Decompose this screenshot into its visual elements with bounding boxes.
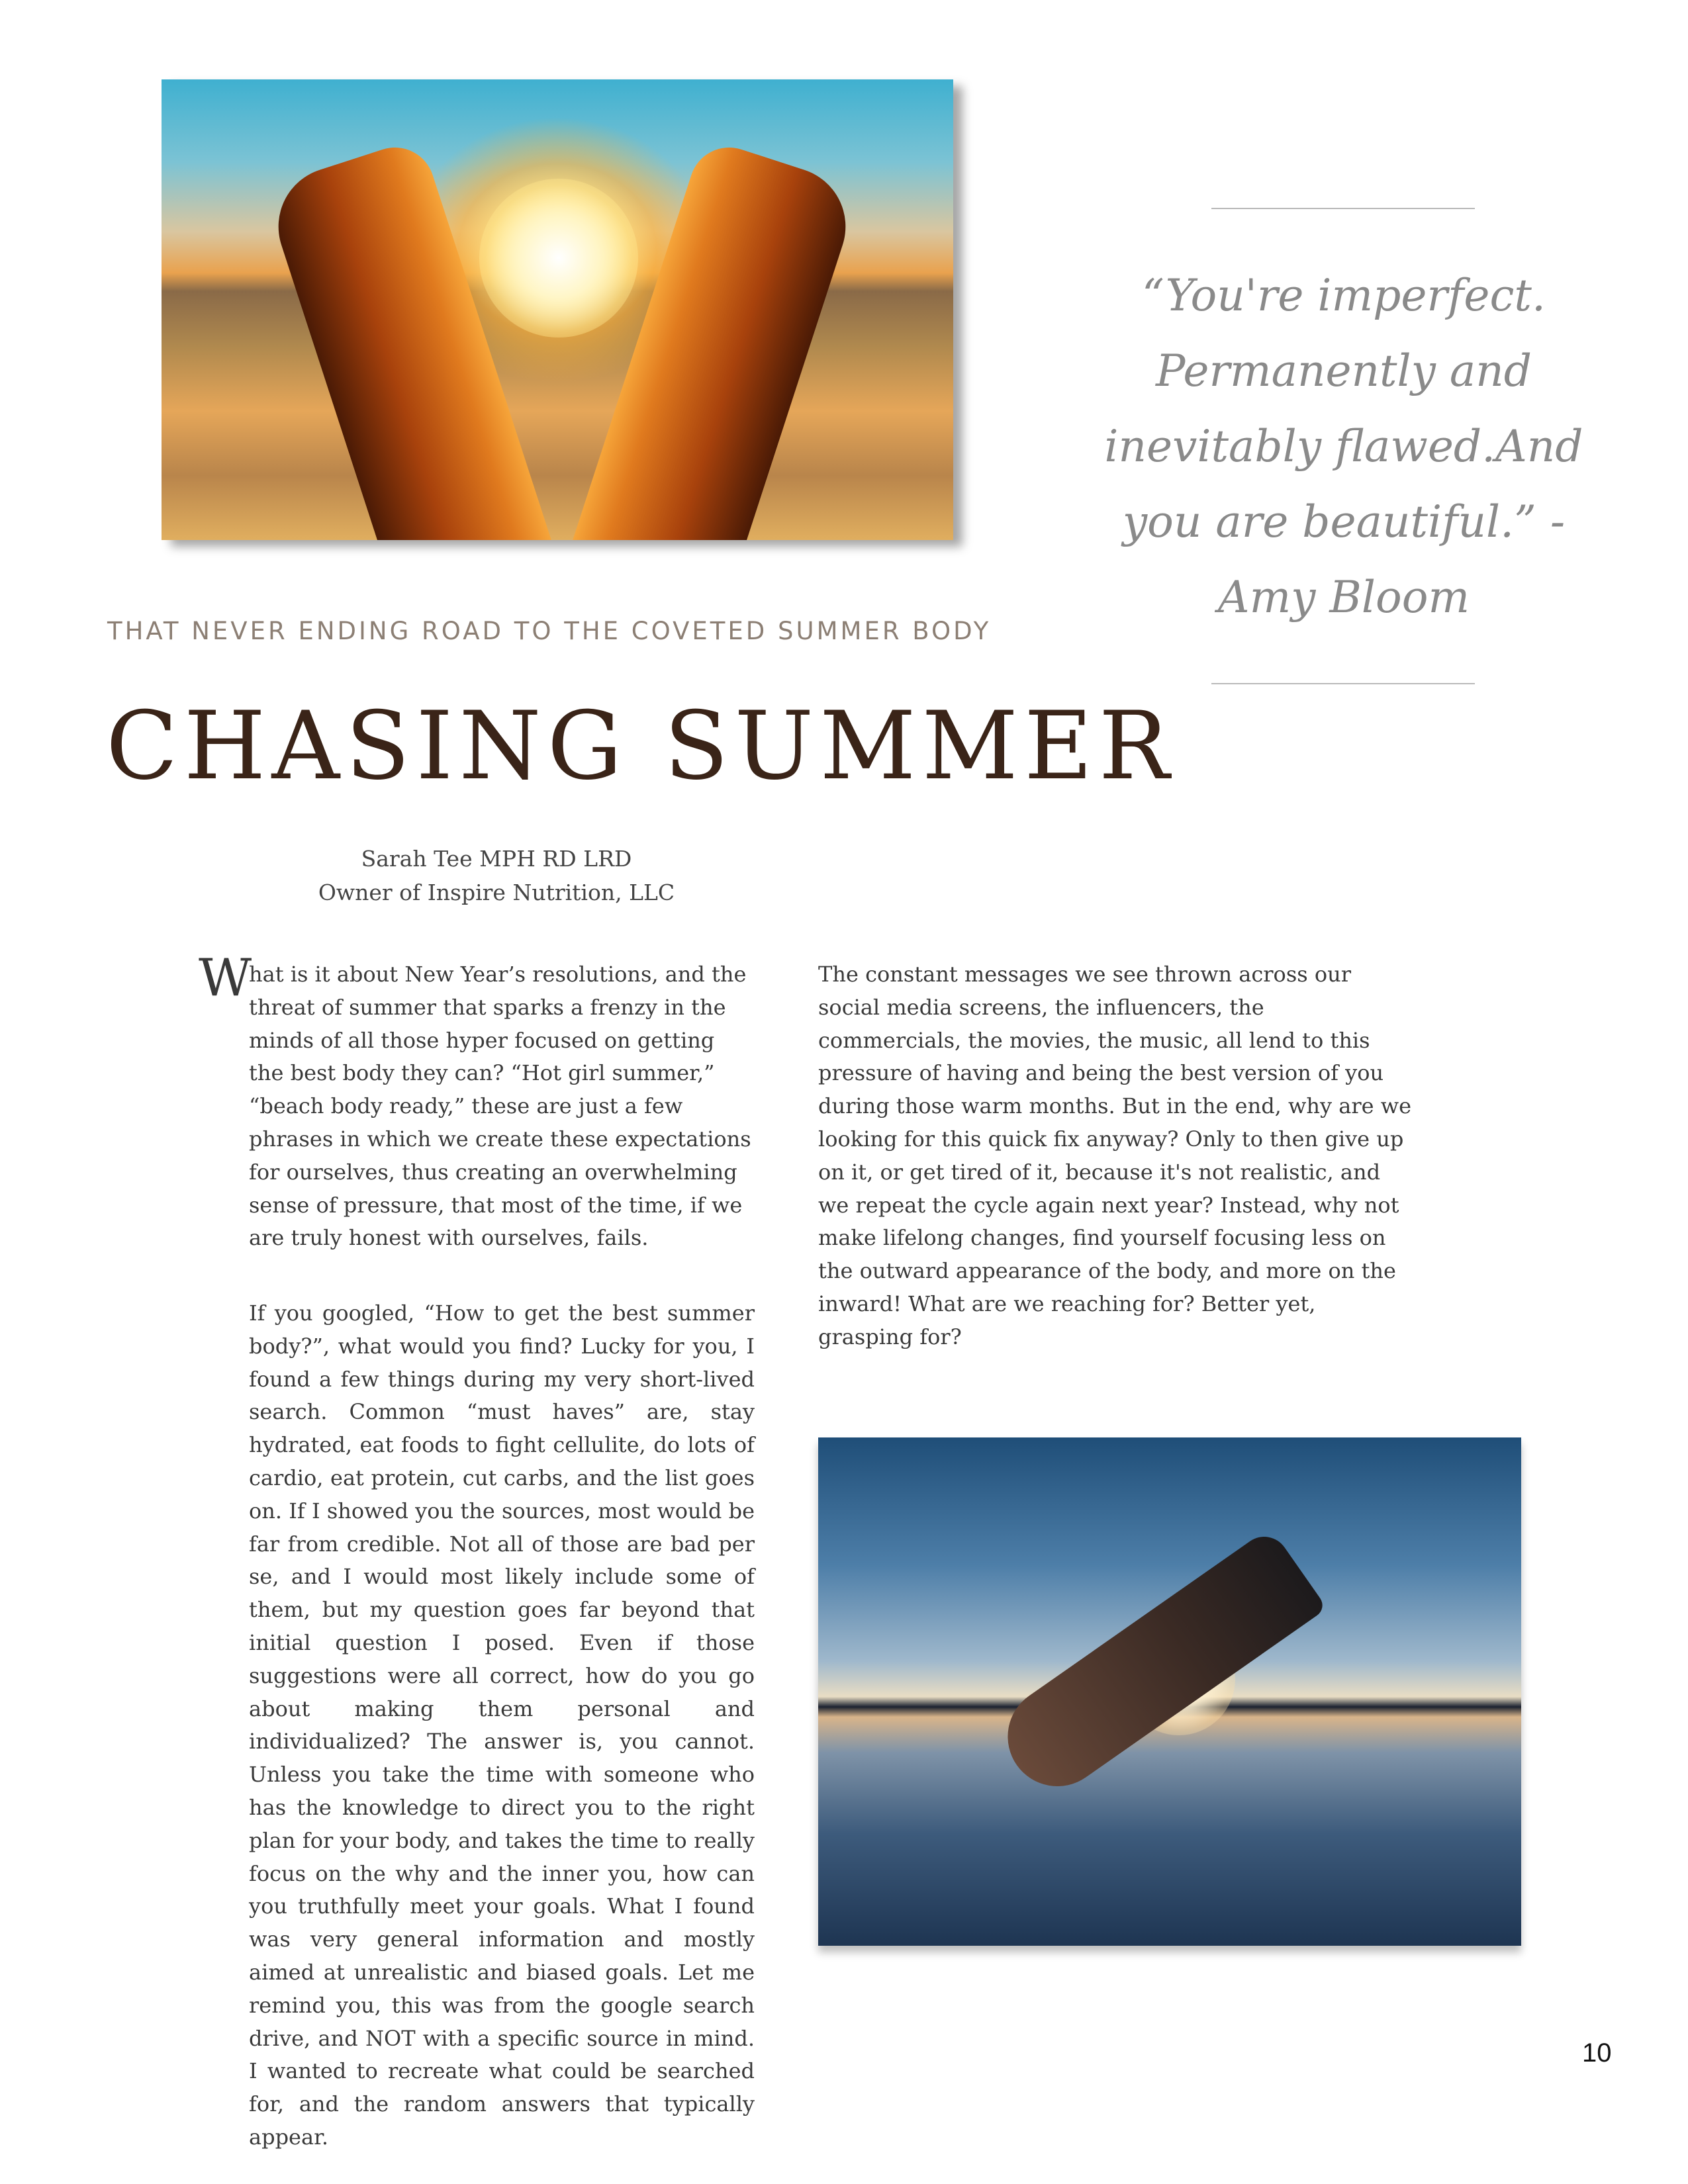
article-kicker: THAT NEVER ENDING ROAD TO THE COVETED SUMMER BODY (107, 617, 992, 645)
author-name: Sarah Tee MPH RD LRD (361, 846, 632, 872)
reaching-arm-silhouette (988, 1527, 1327, 1805)
sun-glow (479, 179, 638, 338)
drop-cap: W (199, 948, 252, 1008)
paragraph-messages: The constant messages we see thrown across our social media screens, the influencers, the commercials, the movies, the music, all lend to this pressure of having and being the best version of you during those warm months. But in the end, why are we looking for this quick fix anyway? Only to then give up on it, or get tired of it, because it's not realistic, and we repeat the cycle again next year? Instead, why not make lifelong changes, find yourself focusing less on the outward appearance of the body, and more on the inward! What are we reaching for? Better yet, grasping for? (818, 962, 1412, 1349)
pull-quote: “You're imperfect. Permanently and inevitably flawed.And you are beautiful.” - Amy Bloom (1104, 270, 1583, 623)
article-title: CHASING SUMMER (106, 692, 1176, 801)
reaching-hand-photo (818, 1437, 1521, 1946)
quote-top-rule (1211, 208, 1475, 209)
right-hand-silhouette (569, 137, 861, 540)
page-number: 10 (1582, 2038, 1612, 2068)
byline (265, 842, 728, 909)
paragraph-search: If you googled, “How to get the best summer body?”, what would you find? Lucky for you, I found a few things during my very short-lived search. Common “must haves” are, stay hydrated, eat foods to fight cellulite, do lots of cardio, eat protein, cut carbs, and the list goes on. If I showed you the sources, most would be far from credible. Not all of those are bad per se, and I would most likely include some of them, but my question goes far beyond that initial question I posed. Even if those suggestions were all correct, how do you go about making them personal and individualized? The answer is, you cannot. Unless you take the time with someone who has the knowledge to direct you to the right plan for your body, and takes the time to really focus on the why and the inner you, how can you truthfully meet your goals. What I found was very general information and mostly aimed at unrealistic and biased goals. Let me remind you, this was from the google search drive, and NOT with a specific source in mind. I wanted to recreate what could be searched for, and the random answers that typically appear. (249, 1300, 755, 2150)
author-affiliation: Owner of Inspire Nutrition, LLC (318, 880, 675, 905)
quote-bottom-rule (1211, 683, 1475, 684)
sunset-hands-photo (162, 79, 953, 540)
paragraph-intro: hat is it about New Year’s resolutions, and the threat of summer that sparks a frenzy in the minds of all those hyper focused on getting the best body they can? “Hot girl summer,” “beach body ready,” these are just a few phrases in which we create these expectations for ourselves, thus creating an overwhelming sense of pressure, that most of the time, if we are truly honest with ourselves, fails. (249, 962, 751, 1251)
